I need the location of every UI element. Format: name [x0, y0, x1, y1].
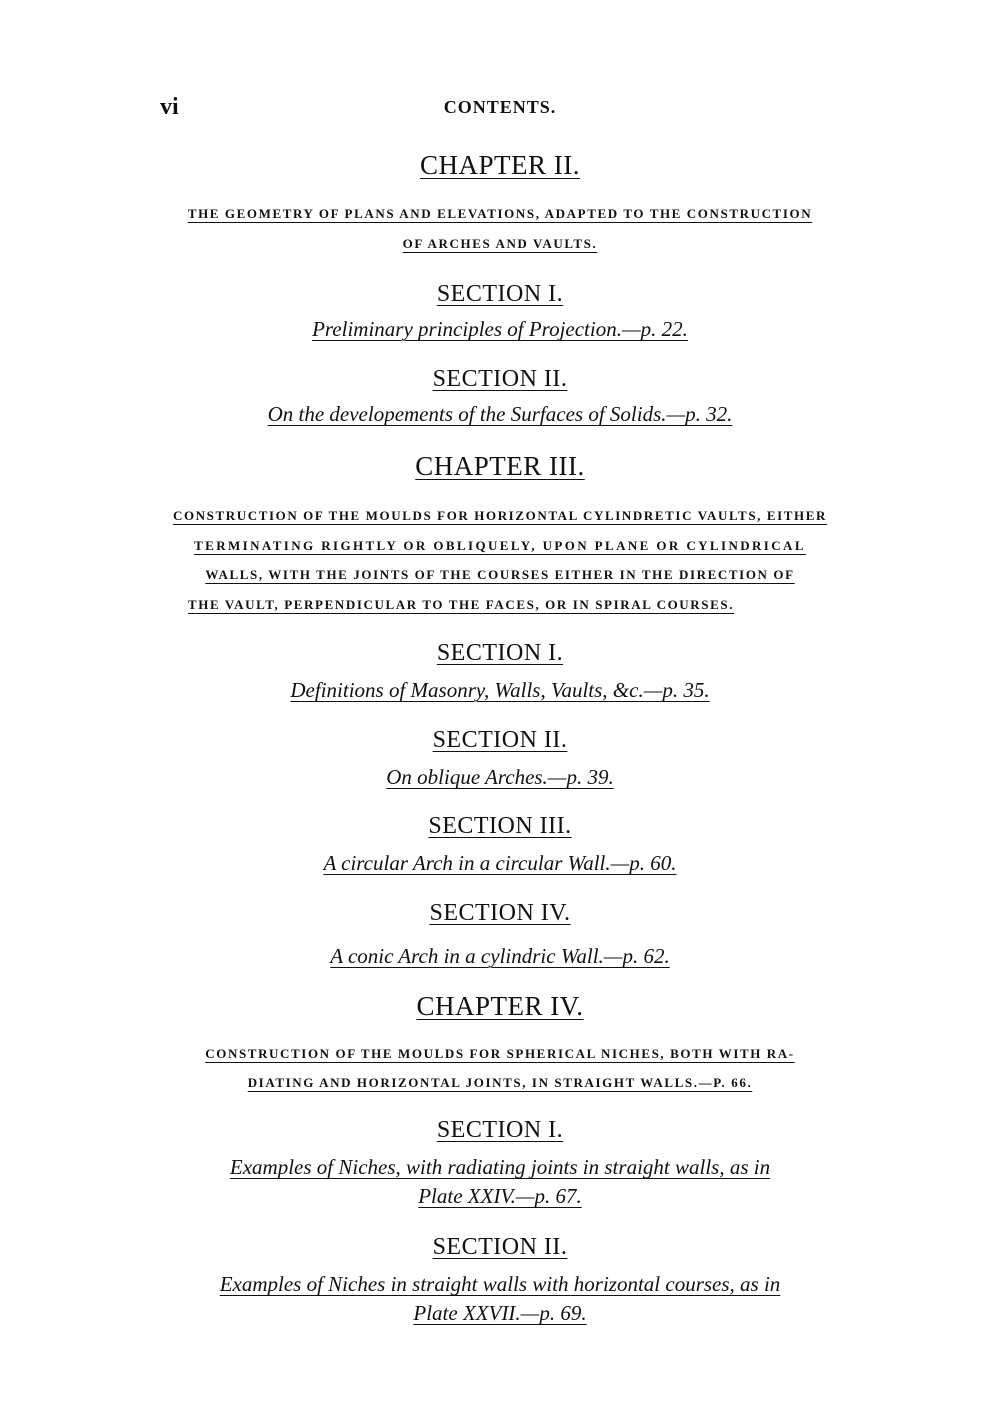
chapter-description-line: THE GEOMETRY OF PLANS AND ELEVATIONS, ADAPTED TO THE CONSTRUCTION [187, 206, 813, 221]
section-heading: SECTION II. [432, 1234, 568, 1260]
section-entry: Plate XXVII.—p. 69. [413, 1301, 587, 1325]
section-entry: Definitions of Masonry, Walls, Vaults, &c.—p. 35. [290, 678, 710, 702]
page-number: vi [160, 94, 179, 120]
chapter-description-line: DIATING AND HORIZONTAL JOINTS, IN STRAIGHT WALLS.—P. 66. [247, 1075, 753, 1090]
section-heading: SECTION I. [436, 640, 564, 666]
chapter-description-line: TERMINATING RIGHTLY OR OBLIQUELY, UPON PLANE OR CYLINDRICAL [194, 538, 806, 553]
chapter-description-line: CONSTRUCTION OF THE MOULDS FOR SPHERICAL NICHES, BOTH WITH RA- [205, 1046, 795, 1061]
section-heading: SECTION II. [432, 366, 568, 392]
section-heading: SECTION IV. [429, 900, 571, 926]
section-heading: SECTION I. [436, 1117, 564, 1143]
chapter-heading: CHAPTER II. [420, 150, 580, 180]
chapter-heading: CHAPTER III. [415, 451, 585, 481]
chapter-description-line: WALLS, WITH THE JOINTS OF THE COURSES EITHER IN THE DIRECTION OF [205, 567, 795, 582]
section-heading: SECTION I. [436, 281, 564, 307]
section-entry: On the developements of the Surfaces of Solids.—p. 32. [267, 402, 733, 426]
section-entry: Examples of Niches in straight walls with horizontal courses, as in [219, 1272, 781, 1296]
section-heading: SECTION III. [428, 813, 572, 839]
section-entry: Preliminary principles of Projection.—p. 22. [312, 317, 688, 341]
section-entry: A circular Arch in a circular Wall.—p. 60. [323, 851, 677, 875]
chapter-heading: CHAPTER IV. [416, 991, 584, 1021]
section-entry: A conic Arch in a cylindric Wall.—p. 62. [330, 944, 670, 968]
section-entry: On oblique Arches.—p. 39. [386, 765, 614, 789]
chapter-description-line: CONSTRUCTION OF THE MOULDS FOR HORIZONTAL CYLINDRETIC VAULTS, EITHER [172, 508, 828, 523]
running-title: CONTENTS. [443, 97, 557, 117]
chapter-description-line: THE VAULT, PERPENDICULAR TO THE FACES, OR IN SPIRAL COURSES. [188, 597, 735, 612]
section-heading: SECTION II. [432, 727, 568, 753]
chapter-description-line: OF ARCHES AND VAULTS. [402, 236, 598, 251]
section-entry: Plate XXIV.—p. 67. [418, 1184, 582, 1208]
section-entry: Examples of Niches, with radiating joints in straight walls, as in [229, 1155, 771, 1179]
